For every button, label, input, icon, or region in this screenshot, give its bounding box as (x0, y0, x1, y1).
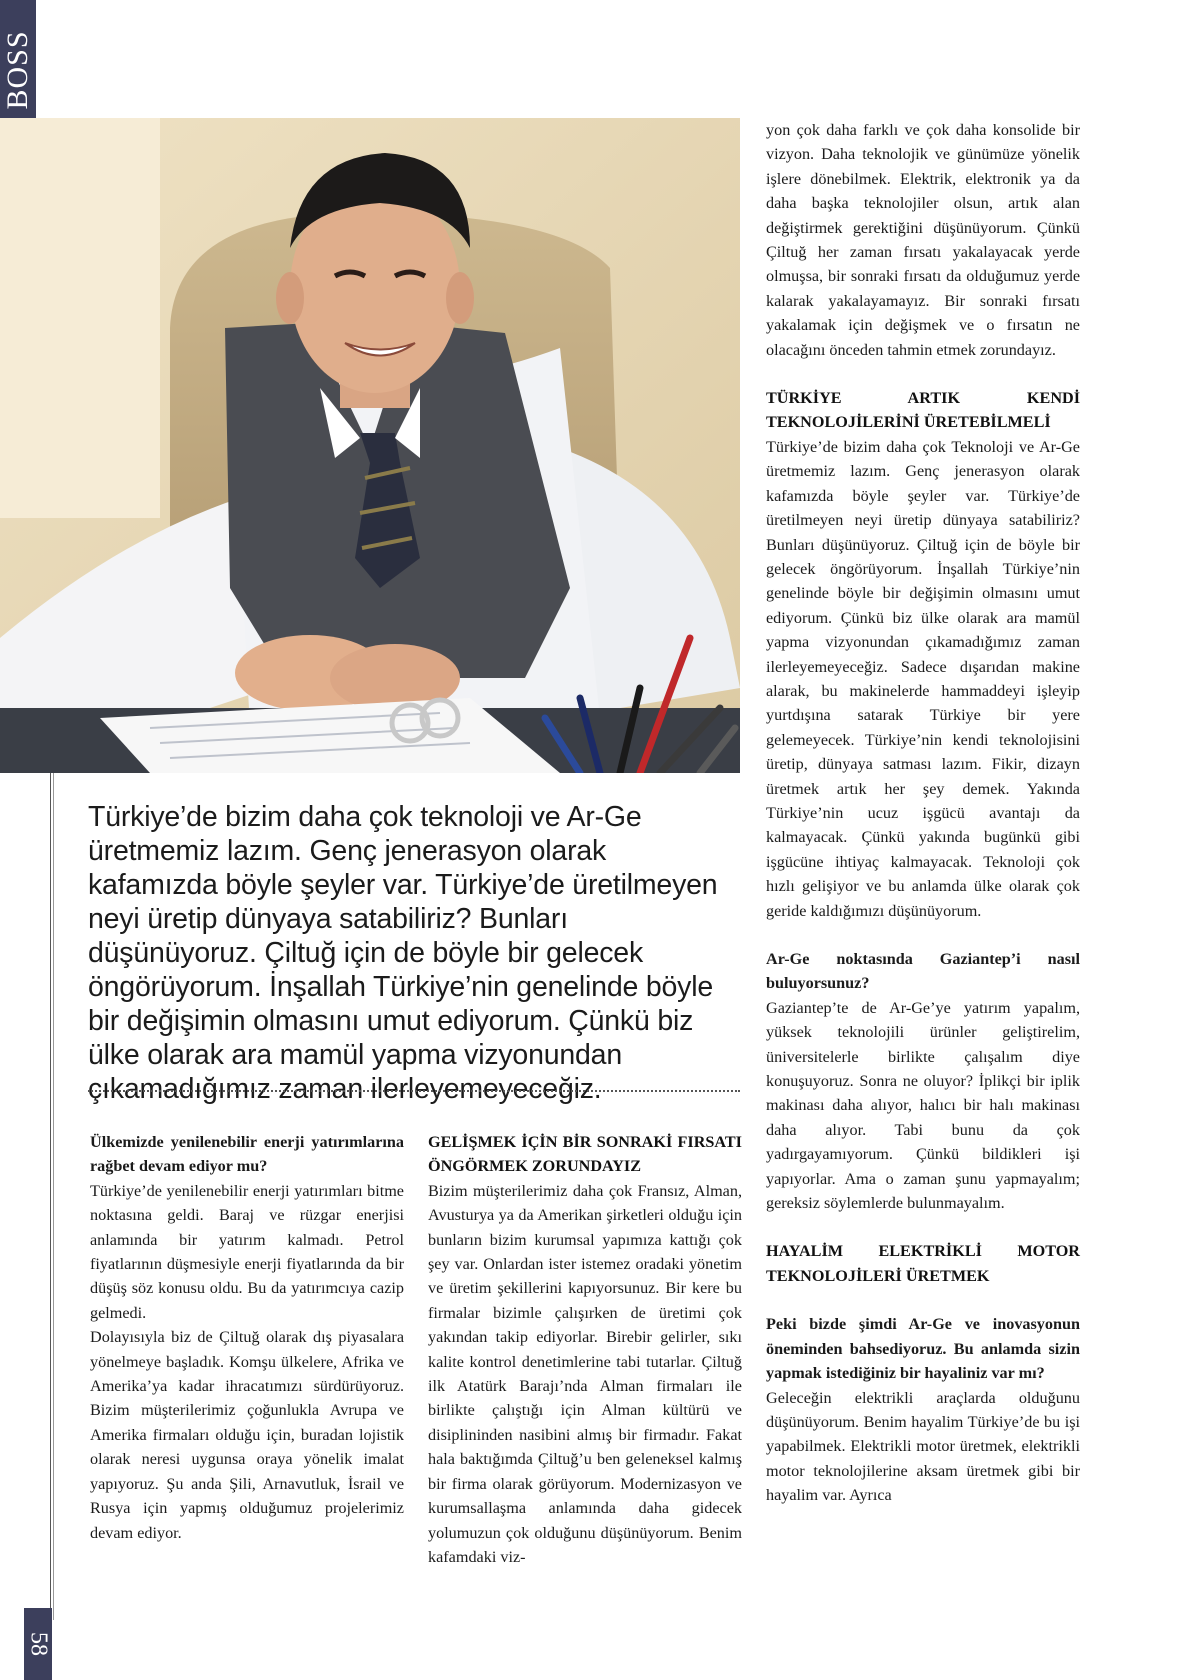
body-paragraph: Bizim müşterilerimiz daha çok Fransız, Alman, Avusturya ya da Amerikan şirketleri olduğu için bunların bizim kurumsal yapımıza kattığı çok şey var. Onlardan ister istemez oradaki yönetim ve üretim şekillerini kapıyorsunuz. Bir kere bu firmalar bizimle çalışırken de üretimi çok yakından takip ediyorlar. Birebir gelirler, sıkı kalite kontrol denetimlerine tabi tutarlar. Çiltuğ ilk Atatürk Barajı’nda Alman firmaları ile birlikte çalıştığı için Alman kültürü ve disiplininden nasibini almış bir firmadır. Fakat hala baktığımda Çiltuğ’u ben geleneksel kalmış bir firma olarak görüyorum. Modernizasyon ve kurumsallaşma anlamında daha gidecek yolumuzun çok olduğunu düşünüyorum. Benim kafamdaki viz- (428, 1181, 742, 1566)
article-column-3 (766, 118, 1080, 1508)
pull-quote: Türkiye’de bizim daha çok teknoloji ve Ar-Ge üretmemiz lazım. Genç jenerasyon olarak kafamızda böyle şeyler var. Türkiye’de üretilmeyen neyi üretip dünyaya satabiliriz? Bunları düşünüyoruz. Çiltuğ için de böyle bir gelecek öngörüyorum. İnşallah Türkiye’nin genelinde böyle bir değişimin olmasını umut ediyorum. Çünkü biz ülke olarak ara mamül yapma vizyonundan çıkamadığımız zaman ilerleyemeyeceğiz. (88, 801, 718, 1105)
body-paragraph: Türkiye’de bizim daha çok Teknoloji ve Ar-Ge üretmemiz lazım. Genç jenerasyon olarak kafamızda böyle şeyler var. Türkiye’de üretilmeyen neyi üretip dünyaya satabiliriz? Bunları düşünüyoruz. Çiltuğ için de böyle bir gelecek öngörüyorum. İnşallah Türkiye’nin genelinde böyle bir değişimin olmasını umut ediyorum. Çünkü biz ülke olarak ara mamül yapma vizyonundan çıkamadığımız zaman ilerleyemeyeceğiz. Sadece dışarıdan makine alarak, bu makinelerde hammaddeyi işleyip yurtdışına satarak Türkiye bir yere gelemeyecek. Türkiye’nin kendi teknolojisini üretip, dünyaya satması lazım. Fikir, dizayn üretmek artık her şey demek. Yakında Türkiye’nin ucuz işgücü avantajı da kalmayacak. Çünkü yakında bugünkü gibi işgücüne ihtiyaç kalmayacak. Teknoloji çok hızlı gelişiyor ve bu anlamda ülke olarak çok geride kaldığımızı düşünüyorum. (766, 437, 1080, 920)
dotted-divider (88, 1090, 740, 1092)
interview-photo (0, 118, 740, 773)
page-number: 58 (25, 1632, 52, 1656)
section-heading: HAYALİM ELEKTRİKLİ MOTOR TEKNOLOJİLERİ ÜRETMEK (766, 1242, 1080, 1285)
page-number-tab (24, 1608, 52, 1680)
section-heading: GELİŞMEK İÇİN BİR SONRAKİ FIRSATI ÖNGÖRMEK ZORUNDAYIZ (428, 1133, 742, 1176)
interview-question: Ar-Ge noktasında Gaziantep’i nasıl buluyorsunuz? (766, 950, 1080, 993)
interview-question: Ülkemizde yenilenebilir enerji yatırımlarına rağbet devam ediyor mu? (90, 1133, 404, 1176)
body-paragraph: Geleceğin elektrikli araçlarda olduğunu düşünüyorum. Benim hayalim Türkiye’de bu işi yapabilmek. Elektrikli motor üretmek, elektrikli motor teknolojilerine aksam üretmek gibi bir hayalim var. Ayrıca (766, 1388, 1080, 1505)
article-column-2 (428, 1130, 742, 1569)
article-column-1 (90, 1130, 404, 1545)
body-paragraph: yon çok daha farklı ve çok daha konsolide bir vizyon. Daha teknolojik ve günümüze yönelik işlere dönebilmek. Elektrik, elektronik ya da daha başka teknolojiler olsun, artık alan değiştirmek gerektiğini düşünüyorum. Çünkü Çiltuğ her zaman fırsatı yakalayacak yerde olmuşsa, bir sonraki fırsatı da olduğumuz yerde kalarak yakalayamayız. Bir sonraki fırsatı yakalamak için değişmek ve o fırsatın ne olacağını önceden tahmin etmek zorundayız. (766, 121, 1080, 359)
brand-logo: BOSS (1, 30, 34, 110)
section-heading: TÜRKİYE ARTIK KENDİ TEKNOLOJİLERİNİ ÜRETEBİLMELİ (766, 389, 1080, 432)
body-paragraph: Türkiye’de yenilenebilir enerji yatırımları bitme noktasına geldi. Baraj ve rüzgar enerjisi anlamında bir yatırım kalmadı. Petrol fiyatlarının düşmesiyle enerji fiyatlarında da bir düşüş söz konusu oldu. Bu da yatırımcıya cazip gelmedi. (90, 1181, 404, 1322)
body-paragraph: Gaziantep’te de Ar-Ge’ye yatırım yapalım, yüksek teknolojili ürünler geliştirelim, üniversitelerle birlikte çalışalım diye konuşuyoruz. Sonra ne oluyor? İplikçi bir iplik makinası daha alıyor, halıcı bir halı makinası daha alıyor. Tabi bunu da çok yadırgayamıyorum. Çünkü bildikleri işi yapıyorlar. Ama o zaman şunu yapmayalım; gereksiz söylemlerde bulunmayalım. (766, 998, 1080, 1213)
portrait-illustration (0, 118, 740, 773)
interview-question: Peki bizde şimdi Ar-Ge ve inovasyonun öneminden bahsediyoruz. Bu anlamda sizin yapmak istediğiniz bir hayaliniz var mı? (766, 1315, 1080, 1383)
body-paragraph: Dolayısıyla biz de Çiltuğ olarak dış piyasalara yönelmeye başladık. Komşu ülkelere, Afrika ve Amerika’ya kadar ihracatımızı sürdürüyoruz. Bizim müşterilerimiz çoğunlukla Avrupa ve Amerika firmaları olduğu için, buradan lojistik olarak neresi uygunsa oraya yönelik imalat yapıyoruz. Şu anda Şili, Arnavutluk, İsrail ve Rusya için yapmış olduğumuz projelerimiz devam ediyor. (90, 1328, 404, 1542)
